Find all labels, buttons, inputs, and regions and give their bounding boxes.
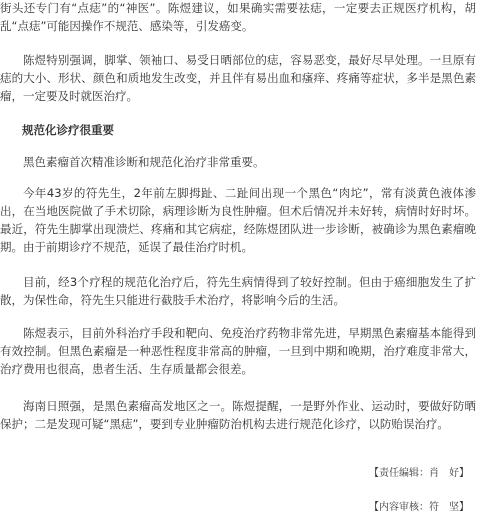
paragraph-4: 今年43岁的符先生，2年前左脚拇趾、二趾间出现一个黑色“肉坨”，常有淡黄色液体渗出，在当地医院做了手术切除，病理诊断为良性肿瘤。但术后情况并未好转，病情时好时坏。最近，符先生脚掌出现溃烂、疼痛和其它病症，经陈煜团队进一步诊断，被确诊为黑色素瘤晚期。由于前期诊疗不规范，延误了最佳治疗时机。	[0, 186, 476, 254]
paragraph-1: 街头还专门有“点痣”的“神医”。陈煜建议，如果确实需要祛痣，一定要去正规医疗机构，胡乱“点痣”可能因操作不规范、感染等，引发癌变。	[0, 1, 476, 33]
paragraph-3: 黑色素瘤首次精准诊断和规范化治疗非常重要。	[23, 155, 265, 169]
paragraph-7: 海南日照强，是黑色素瘤高发地区之一。陈煜提醒，一是野外作业、运动时，要做好防晒保护；二是发现可疑“黑痣”，要到专业肿瘤防治机构去进行规范化诊疗，以防贻误治疗。	[0, 399, 476, 431]
editor-credit: 【责任编辑：肖 好】	[369, 468, 469, 479]
paragraph-5: 目前，经3个疗程的规范化治疗后，符先生病情得到了较好控制。但由于癌细胞发生了扩散，为保性命，符先生只能进行截肢手术治疗，将影响今后的生活。	[0, 275, 476, 307]
paragraph-2: 陈煜特别强调，脚掌、领袖口、易受日晒部位的痣，容易恶变，最好尽早处理。一旦原有痣的大小、形状、颜色和质地发生改变，并且伴有易出血和瘙痒、疼痛等症状，多半是黑色素瘤，一定要及时就医治疗。	[0, 53, 476, 103]
paragraph-6: 陈煜表示，目前外科治疗手段和靶向、免疫治疗药物非常先进，早期黑色素瘤基本能得到有效控制。但黑色素瘤是一种恶性程度非常高的肿瘤，一旦到中期和晚期，治疗难度非常大，治疗费用也很高，患者生活、生存质量都会很差。	[0, 326, 476, 376]
reviewer-credit: 【内容审核：符 坚】	[369, 502, 469, 513]
section-heading: 规范化诊疗很重要	[22, 123, 114, 137]
